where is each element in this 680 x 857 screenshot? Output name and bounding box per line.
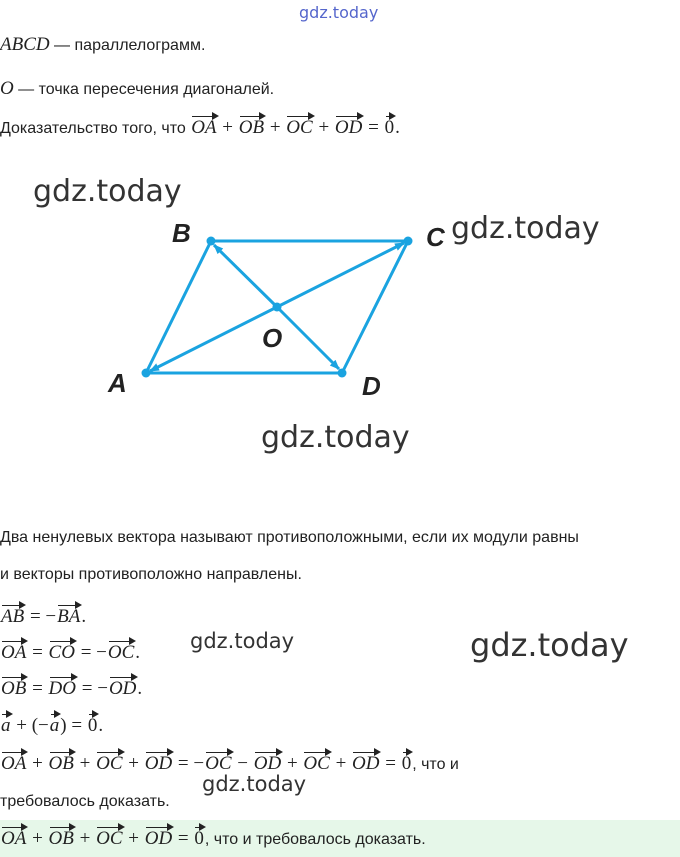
- vector-do: DO: [49, 675, 76, 700]
- point-c: [404, 237, 413, 246]
- vector-zero: 0: [385, 114, 395, 139]
- vector-oc: OC: [108, 639, 134, 664]
- arrow-ob: [214, 245, 277, 307]
- vector-oa: OA: [1, 825, 26, 850]
- vector-oc: OC: [96, 825, 122, 850]
- conclusion-suffix: , что и требовалось доказать.: [204, 831, 426, 848]
- statement-parallelogram-text: — параллелограмм.: [49, 37, 206, 54]
- watermark-figure-right: gdz.today: [451, 211, 600, 246]
- equation-oa-co: OA = CO = −OC.: [0, 639, 140, 664]
- watermark-top: gdz.today: [299, 3, 379, 22]
- vector-a: a: [50, 712, 60, 737]
- vector-ba: BA: [57, 603, 80, 628]
- arrow-oa: [150, 307, 277, 371]
- goal-equation: OA + OB + OC + OD = 0.: [190, 117, 400, 138]
- definition-line-1: Два ненулевых вектора называют противоположными, если их модули равны: [0, 529, 579, 546]
- vector-oa: OA: [1, 750, 26, 775]
- vector-oa: OA: [191, 114, 216, 139]
- vector-ab: AB: [1, 603, 24, 628]
- watermark-figure-left: gdz.today: [33, 174, 182, 209]
- vector-ob: OB: [49, 750, 74, 775]
- label-o: O: [262, 323, 283, 353]
- vector-ob: OB: [239, 114, 264, 139]
- statement-parallelogram: [0, 34, 205, 56]
- point-b: [207, 237, 216, 246]
- equation-a-minus-a: a + (−a) = 0.: [0, 712, 103, 737]
- vector-od: OD: [145, 750, 172, 775]
- label-b: B: [172, 218, 191, 248]
- point-d: [338, 369, 347, 378]
- point-a: [142, 369, 151, 378]
- vector-oc: OC: [205, 750, 231, 775]
- watermark-figure-bottom: gdz.today: [261, 420, 410, 455]
- vector-oc: OC: [303, 750, 329, 775]
- vector-od: OD: [254, 750, 281, 775]
- vector-od: OD: [145, 825, 172, 850]
- vector-ob: OB: [1, 675, 26, 700]
- statement-point-o: [0, 78, 274, 100]
- statement-goal-text: Доказательство того, что: [0, 120, 191, 137]
- arrow-od: [277, 307, 339, 369]
- vector-ob: OB: [49, 825, 74, 850]
- watermark-eq-left: gdz.today: [190, 629, 295, 653]
- vector-a: a: [1, 712, 11, 737]
- equation-ob-do: OB = DO = −OD.: [0, 675, 142, 700]
- label-a: A: [108, 368, 127, 398]
- label-c: C: [426, 222, 445, 252]
- equation-sum-suffix: , что и: [412, 756, 459, 773]
- equation-sum-continuation: требовалось доказать.: [0, 793, 170, 810]
- vector-od: OD: [352, 750, 379, 775]
- vector-zero: 0: [88, 712, 98, 737]
- vector-co: CO: [49, 639, 75, 664]
- vector-od: OD: [335, 114, 362, 139]
- vector-zero: 0: [402, 750, 412, 775]
- equation-sum-derivation: OA + OB + OC + OD = −OC − OD + OC + OD = 0, что и: [0, 750, 459, 775]
- label-d: D: [362, 371, 381, 401]
- equation-ab-ba: AB = −BA.: [0, 603, 86, 628]
- vector-od: OD: [109, 675, 136, 700]
- statement-goal: [0, 114, 400, 139]
- vector-oc: OC: [96, 750, 122, 775]
- side-ab: [146, 241, 211, 373]
- conclusion-equation: OA + OB + OC + OD = 0, что и требовалось доказать.: [0, 825, 426, 850]
- math-o: O: [0, 78, 14, 99]
- vector-oa: OA: [1, 639, 26, 664]
- math-abcd: ABCD: [0, 34, 50, 55]
- vector-zero: 0: [194, 825, 204, 850]
- statement-point-o-text: — точка пересечения диагоналей.: [13, 81, 275, 98]
- arrow-oc: [277, 243, 404, 307]
- watermark-eq-right: gdz.today: [470, 626, 629, 664]
- point-o: [273, 303, 282, 312]
- watermark-eq-bottom: gdz.today: [202, 772, 307, 796]
- side-cd: [342, 241, 408, 373]
- vector-oc: OC: [286, 114, 312, 139]
- definition-line-2: и векторы противоположно направлены.: [0, 566, 302, 583]
